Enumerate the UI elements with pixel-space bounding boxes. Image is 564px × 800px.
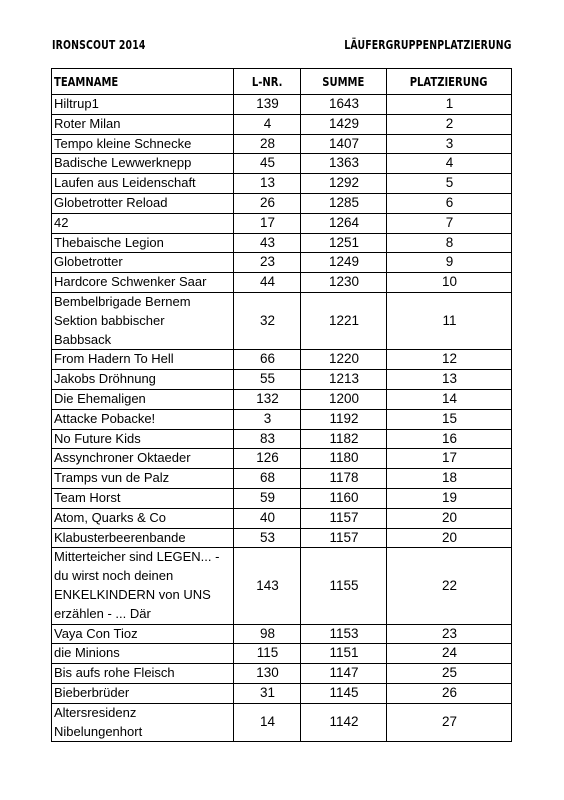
sum-cell: 1264	[301, 213, 387, 233]
placement-cell: 7	[387, 213, 512, 233]
runner-number-cell: 45	[234, 154, 301, 174]
team-name-line: Hiltrup1	[54, 96, 99, 111]
team-name-line: Globetrotter	[54, 254, 123, 270]
team-name-line: Mitterteicher sind LEGEN... -	[54, 549, 220, 565]
team-name-cell	[52, 488, 234, 508]
runner-number-cell: 14	[234, 703, 301, 742]
team-name-cell	[52, 508, 234, 528]
team-name-line: Tempo kleine Schnecke	[54, 135, 192, 151]
team-name-line: du wirst noch deinen	[54, 568, 174, 584]
table-row	[52, 703, 512, 742]
runner-number-cell: 26	[234, 193, 301, 213]
sum-cell: 1160	[301, 488, 387, 508]
team-name-line: Assynchroner Oktaeder	[54, 450, 191, 466]
team-name-line: Globetrotter Reload	[54, 194, 168, 210]
team-name-cell	[52, 389, 234, 409]
column-header-summe: SUMME	[301, 69, 387, 95]
document-subtitle: LÄUFERGRUPPENPLATZIERUNG	[344, 38, 512, 52]
team-name-line: Team Horst	[54, 489, 121, 505]
sum-cell: 1192	[301, 409, 387, 429]
runner-number-cell: 43	[234, 233, 301, 253]
runner-number-cell: 44	[234, 273, 301, 293]
team-name-line: die Minions	[54, 645, 120, 661]
runner-number-cell: 115	[234, 644, 301, 664]
placement-cell: 19	[387, 488, 512, 508]
runner-number-cell: 13	[234, 174, 301, 194]
runner-number-cell: 23	[234, 253, 301, 273]
table-row	[52, 213, 512, 233]
placement-cell: 9	[387, 253, 512, 273]
team-name-cell	[52, 528, 234, 548]
team-name-cell	[52, 193, 234, 213]
runner-number-cell: 28	[234, 134, 301, 154]
team-name-cell	[52, 350, 234, 370]
placement-cell: 12	[387, 350, 512, 370]
team-name-line: erzählen - ... Där	[54, 605, 151, 621]
runner-number-cell: 132	[234, 389, 301, 409]
table-row	[52, 370, 512, 390]
sum-cell: 1157	[301, 508, 387, 528]
table-row	[52, 488, 512, 508]
team-name-line: Bembelbrigade Bernem	[54, 293, 191, 309]
team-name-cell	[52, 134, 234, 154]
team-name-line: Tramps vun de Palz	[54, 470, 170, 486]
table-row	[52, 253, 512, 273]
placement-cell: 2	[387, 114, 512, 134]
sum-cell: 1157	[301, 528, 387, 548]
team-name-line: Sektion babbischer	[54, 312, 165, 328]
placement-cell: 27	[387, 703, 512, 742]
runner-number-cell: 53	[234, 528, 301, 548]
team-name-cell	[52, 370, 234, 390]
table-row	[52, 273, 512, 293]
table-row	[52, 683, 512, 703]
team-name-line: Bis aufs rohe Fleisch	[54, 665, 175, 681]
sum-cell: 1200	[301, 389, 387, 409]
table-row	[52, 449, 512, 469]
team-name-cell	[52, 449, 234, 469]
table-row	[52, 193, 512, 213]
placement-cell: 5	[387, 174, 512, 194]
team-name-line: Die Ehemaligen	[54, 390, 146, 406]
table-row	[52, 134, 512, 154]
team-name-cell	[52, 95, 234, 115]
table-row	[52, 624, 512, 644]
table-row	[52, 114, 512, 134]
sum-cell: 1230	[301, 273, 387, 293]
runner-number-cell: 31	[234, 683, 301, 703]
sum-cell: 1407	[301, 134, 387, 154]
runner-number-cell: 98	[234, 624, 301, 644]
sum-cell: 1363	[301, 154, 387, 174]
table-row	[52, 292, 512, 349]
team-name-line: Laufen aus Leidenschaft	[54, 175, 196, 191]
table-row	[52, 528, 512, 548]
runner-number-cell: 126	[234, 449, 301, 469]
team-name-cell	[52, 664, 234, 684]
team-name-line: Vaya Con Tioz	[54, 625, 138, 641]
team-name-line: Bieberbrüder	[54, 684, 130, 700]
runner-number-cell: 68	[234, 469, 301, 489]
runner-number-cell: 130	[234, 664, 301, 684]
placement-cell: 25	[387, 664, 512, 684]
placement-cell: 15	[387, 409, 512, 429]
placement-cell: 6	[387, 193, 512, 213]
team-name-cell	[52, 703, 234, 742]
table-row	[52, 174, 512, 194]
table-row	[52, 548, 512, 624]
team-name-line: Klabusterbeerenbande	[54, 529, 186, 545]
sum-cell: 1153	[301, 624, 387, 644]
placement-cell: 18	[387, 469, 512, 489]
sum-cell: 1249	[301, 253, 387, 273]
team-name-line: ENKELKINDERN von UNS	[54, 586, 211, 602]
sum-cell: 1142	[301, 703, 387, 742]
column-header-platzierung: PLATZIERUNG	[387, 69, 512, 95]
placement-cell: 23	[387, 624, 512, 644]
table-row	[52, 664, 512, 684]
team-name-cell	[52, 469, 234, 489]
ranking-table	[51, 68, 512, 742]
table-row	[52, 154, 512, 174]
team-name-cell	[52, 624, 234, 644]
sum-cell: 1285	[301, 193, 387, 213]
runner-number-cell: 83	[234, 429, 301, 449]
sum-cell: 1292	[301, 174, 387, 194]
placement-cell: 11	[387, 292, 512, 349]
team-name-line: Hardcore Schwenker Saar	[54, 274, 207, 290]
team-name-line: Jakobs Dröhnung	[54, 371, 156, 387]
team-name-line: Atom, Quarks & Co	[54, 509, 166, 525]
team-name-cell	[52, 213, 234, 233]
placement-cell: 20	[387, 508, 512, 528]
team-name-cell	[52, 683, 234, 703]
team-name-line: 42	[54, 214, 69, 230]
runner-number-cell: 139	[234, 95, 301, 115]
runner-number-cell: 59	[234, 488, 301, 508]
table-row	[52, 350, 512, 370]
team-name-cell	[52, 292, 234, 349]
table-row	[52, 429, 512, 449]
placement-cell: 17	[387, 449, 512, 469]
sum-cell: 1221	[301, 292, 387, 349]
placement-cell: 10	[387, 273, 512, 293]
team-name-cell	[52, 154, 234, 174]
team-name-line: From Hadern To Hell	[54, 351, 174, 367]
document-title: IRONSCOUT 2014	[52, 38, 146, 52]
table-header-row	[52, 69, 512, 95]
runner-number-cell: 66	[234, 350, 301, 370]
placement-cell: 26	[387, 683, 512, 703]
table-row	[52, 469, 512, 489]
sum-cell: 1220	[301, 350, 387, 370]
sum-cell: 1180	[301, 449, 387, 469]
sum-cell: 1178	[301, 469, 387, 489]
table-row	[52, 644, 512, 664]
team-name-line: Attacke Pobacke!	[54, 410, 156, 426]
table-row	[52, 95, 512, 115]
sum-cell: 1213	[301, 370, 387, 390]
sum-cell: 1429	[301, 114, 387, 134]
sum-cell: 1643	[301, 95, 387, 115]
placement-cell: 13	[387, 370, 512, 390]
runner-number-cell: 143	[234, 548, 301, 624]
team-name-cell	[52, 644, 234, 664]
table-row	[52, 233, 512, 253]
column-header-teamname: TEAMNAME	[52, 69, 234, 95]
team-name-cell	[52, 548, 234, 624]
team-name-cell	[52, 409, 234, 429]
placement-cell: 22	[387, 548, 512, 624]
runner-number-cell: 32	[234, 292, 301, 349]
placement-cell: 8	[387, 233, 512, 253]
team-name-line: Nibelungenhort	[54, 723, 143, 739]
team-name-line: Babbsack	[54, 331, 112, 347]
team-name-line: No Future Kids	[54, 430, 141, 446]
sum-cell: 1251	[301, 233, 387, 253]
runner-number-cell: 55	[234, 370, 301, 390]
table-row	[52, 508, 512, 528]
placement-cell: 4	[387, 154, 512, 174]
team-name-cell	[52, 253, 234, 273]
table-row	[52, 389, 512, 409]
team-name-cell	[52, 174, 234, 194]
team-name-line: Badische Lewwerknepp	[54, 155, 192, 171]
sum-cell: 1182	[301, 429, 387, 449]
placement-cell: 24	[387, 644, 512, 664]
placement-cell: 14	[387, 389, 512, 409]
runner-number-cell: 40	[234, 508, 301, 528]
table-row	[52, 409, 512, 429]
sum-cell: 1151	[301, 644, 387, 664]
team-name-line: Altersresidenz	[54, 704, 137, 720]
team-name-cell	[52, 114, 234, 134]
runner-number-cell: 4	[234, 114, 301, 134]
placement-cell: 1	[387, 95, 512, 115]
team-name-cell	[52, 233, 234, 253]
sum-cell: 1145	[301, 683, 387, 703]
placement-cell: 20	[387, 528, 512, 548]
placement-cell: 3	[387, 134, 512, 154]
team-name-cell	[52, 273, 234, 293]
sum-cell: 1155	[301, 548, 387, 624]
runner-number-cell: 3	[234, 409, 301, 429]
team-name-line: Thebaische Legion	[54, 234, 164, 250]
placement-cell: 16	[387, 429, 512, 449]
team-name-cell	[52, 429, 234, 449]
team-name-line: Roter Milan	[54, 115, 121, 131]
column-header-l-nr: L-NR.	[234, 69, 301, 95]
runner-number-cell: 17	[234, 213, 301, 233]
sum-cell: 1147	[301, 664, 387, 684]
